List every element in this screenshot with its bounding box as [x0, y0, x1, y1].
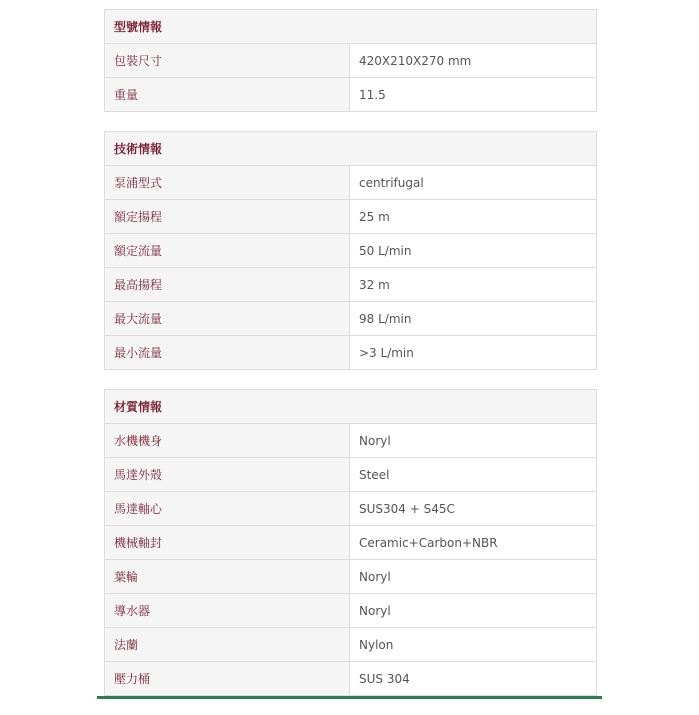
spec-label: 葉輪: [105, 560, 350, 594]
spec-label: 導水器: [105, 594, 350, 628]
spec-value: SUS304 + S45C: [350, 492, 597, 526]
table-row: [105, 628, 597, 662]
spec-value: 25 m: [350, 200, 597, 234]
spec-value: 11.5: [350, 78, 597, 112]
spec-value: 50 L/min: [350, 234, 597, 268]
spec-value: SUS 304: [350, 662, 597, 696]
table-row: [105, 492, 597, 526]
spec-value: 32 m: [350, 268, 597, 302]
section-header-row: [105, 390, 597, 424]
table-row: [105, 268, 597, 302]
table-row: [105, 526, 597, 560]
section-title: 技術情報: [105, 132, 597, 166]
table-row: [105, 458, 597, 492]
spec-label: 機械軸封: [105, 526, 350, 560]
spec-label: 最大流量: [105, 302, 350, 336]
section-title: 材質情報: [105, 390, 597, 424]
table-row: [105, 662, 597, 696]
table-row: [105, 424, 597, 458]
table-row: [105, 302, 597, 336]
spec-label: 包裝尺寸: [105, 44, 350, 78]
section-header-row: [105, 10, 597, 44]
table-row: [105, 594, 597, 628]
spec-value: 98 L/min: [350, 302, 597, 336]
spec-label: 泵浦型式: [105, 166, 350, 200]
spec-table-model-info: [104, 9, 597, 112]
spec-value: centrifugal: [350, 166, 597, 200]
table-row: [105, 234, 597, 268]
spec-label: 壓力桶: [105, 662, 350, 696]
spec-value: Nylon: [350, 628, 597, 662]
spec-label: 重量: [105, 78, 350, 112]
section-header-row: [105, 132, 597, 166]
spec-value: >3 L/min: [350, 336, 597, 370]
spec-table-technical-info: [104, 131, 597, 370]
spec-label: 最小流量: [105, 336, 350, 370]
spec-label: 額定流量: [105, 234, 350, 268]
spec-label: 法蘭: [105, 628, 350, 662]
section-title: 型號情報: [105, 10, 597, 44]
spec-value: Noryl: [350, 424, 597, 458]
spec-value: 420X210X270 mm: [350, 44, 597, 78]
spec-label: 最高揚程: [105, 268, 350, 302]
table-row: [105, 166, 597, 200]
table-row: [105, 44, 597, 78]
spec-label: 額定揚程: [105, 200, 350, 234]
spec-value: Ceramic+Carbon+NBR: [350, 526, 597, 560]
spec-value: Noryl: [350, 560, 597, 594]
table-row: [105, 200, 597, 234]
spec-value: Noryl: [350, 594, 597, 628]
table-row: [105, 336, 597, 370]
spec-table-material-info: [104, 389, 597, 696]
spec-label: 水機機身: [105, 424, 350, 458]
spec-value: Steel: [350, 458, 597, 492]
table-row: [105, 78, 597, 112]
spec-label: 馬達軸心: [105, 492, 350, 526]
spec-tables: [104, 9, 596, 715]
spec-label: 馬達外殼: [105, 458, 350, 492]
table-row: [105, 560, 597, 594]
